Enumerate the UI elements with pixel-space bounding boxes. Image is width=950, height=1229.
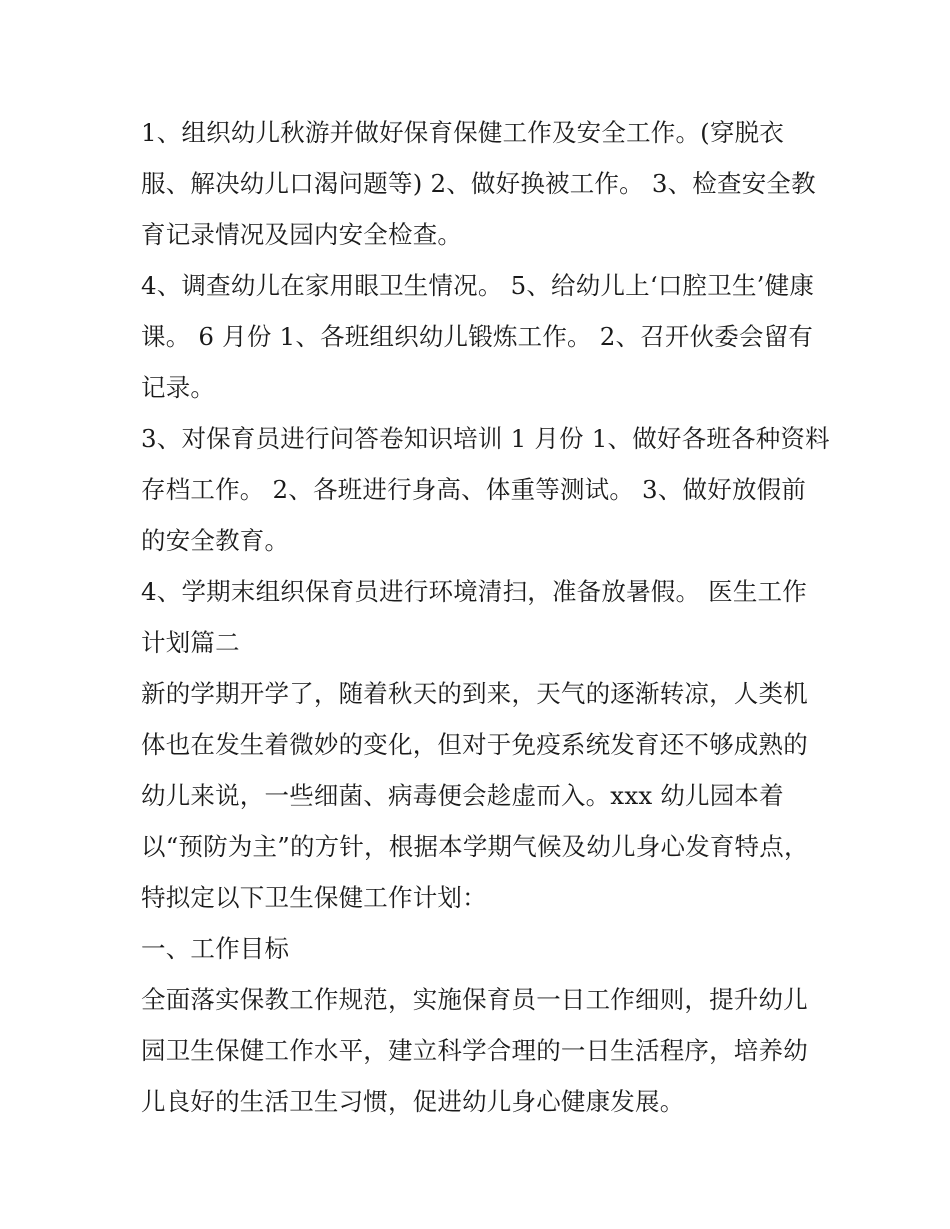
text-line: 存档工作。 2、各班进行身高、体重等测试。 3、做好放假前 [141, 475, 807, 504]
text-line: 全面落实保教工作规范，实施保育员一日工作细则，提升幼儿 [141, 985, 808, 1014]
text-line: 服、解决幼儿口渴问题等) 2、做好换被工作。 3、检查安全教 [141, 169, 816, 198]
text-line: 以“预防为主”的方针，根据本学期气候及幼儿身心发育特点， [141, 832, 809, 861]
text-line: 幼儿来说，一些细菌、病毒便会趁虚而入。xxx 幼儿园本着 [141, 781, 784, 810]
text-line: 园卫生保健工作水平，建立科学合理的一日生活程序，培养幼 [141, 1036, 808, 1065]
text-line: 4、学期末组织保育员进行环境清扫，准备放暑假。 医生工作 [141, 577, 807, 606]
text-line: 特拟定以下卫生保健工作计划： [141, 883, 487, 912]
text-line: 1、组织幼儿秋游并做好保育保健工作及安全工作。(穿脱衣 [141, 118, 785, 147]
text-line: 3、对保育员进行问答卷知识培训 1 月份 1、做好各班各种资料 [141, 424, 830, 453]
section-heading: 计划篇二 [141, 628, 240, 657]
text-line: 新的学期开学了，随着秋天的到来，天气的逐渐转凉，人类机 [141, 679, 808, 708]
document-body [141, 107, 830, 1127]
text-line: 记录。 [141, 373, 216, 402]
text-line: 育记录情况及园内安全检查。 [141, 220, 463, 249]
text-line: 课。 6 月份 1、各班组织幼儿锻炼工作。 2、召开伙委会留有 [141, 322, 814, 351]
text-line: 体也在发生着微妙的变化，但对于免疫系统发育还不够成熟的 [141, 730, 808, 759]
section-heading: 一、工作目标 [141, 934, 290, 963]
text-line: 的安全教育。 [141, 526, 290, 555]
text-line: 4、调查幼儿在家用眼卫生情况。 5、给幼儿上‘口腔卫生’健康 [141, 271, 815, 300]
text-line: 儿良好的生活卫生习惯，促进幼儿身心健康发展。 [141, 1087, 685, 1116]
